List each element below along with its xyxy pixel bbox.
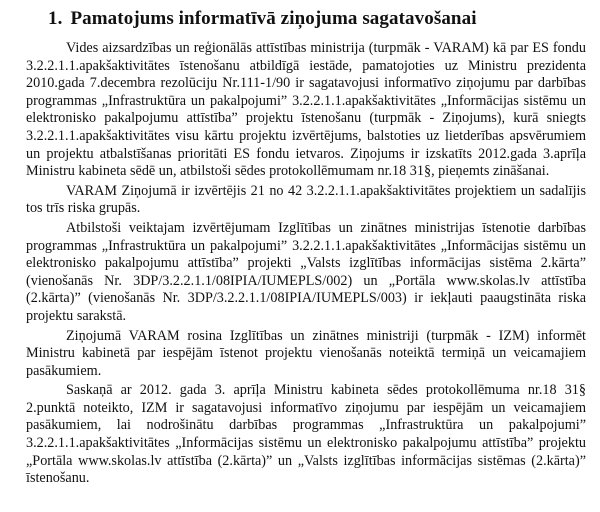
paragraph-4: Ziņojumā VARAM rosina Izglītības un zinātnes ministriji (turpmāk - IZM) informēt Ministru kabinetā par iespējām īstenot projektu vienošanās noteiktā termiņā un veicamajiem pasākumiem. bbox=[26, 327, 586, 379]
paragraph-3: Atbilstoši veiktajam izvērtējumam Izglītības un zinātnes ministrijas īstenotie darbības programmas „Infrastruktūra un pakalpojumi” 3.2.2.1.1.apakšaktivitātes „Informācijas sistēmu un elektronisko pakalpojumu attīstība” projekti „Valsts izglītības informācijas sistēma 2.kārta” (vienošanās Nr. 3DP/3.2.2.1.1/08IPIA/IUMEPLS/002) un „Portāla www.skolas.lv attīstība (2.kārta)” (vienošanās Nr. 3DP/3.2.2.1.1/08IPIA/IUMEPLS/003) ir iekļauti paaugstināta riska projektu sarakstā. bbox=[26, 219, 586, 324]
paragraph-5: Saskaņā ar 2012. gada 3. aprīļa Ministru kabineta sēdes protokollēmuma nr.18 31§ 2.punktā noteikto, IZM ir sagatavojusi informatīvo ziņojumu par iespējām un veicamajiem pasākumiem, lai nodrošinātu darbības programmas „Infrastruktūra un pakalpojumi” 3.2.2.1.1.apakšaktivitātes „Informācijas sistēmu un elektronisko pakalpojumu attīstība” projektu „Portāla www.skolas.lv attīstība (2.kārta)” un „Valsts izglītības informācijas sistēmas (2.kārta)” īstenošanu. bbox=[26, 382, 586, 487]
document-page bbox=[26, 6, 586, 490]
section-heading bbox=[48, 6, 586, 32]
section-number: 1. bbox=[48, 8, 63, 29]
section-title: Pamatojums informatīvā ziņojuma sagatavošanai bbox=[70, 8, 477, 29]
paragraph-2: VARAM Ziņojumā ir izvērtējis 21 no 42 3.2.2.1.1.apakšaktivitātes projektiem un sadalījis tos trīs riska grupās. bbox=[26, 182, 586, 217]
paragraph-1: Vides aizsardzības un reģionālās attīstības ministrija (turpmāk - VARAM) kā par ES fondu 3.2.2.1.1.apakšaktivitātes īstenošanu atbildīgā iestāde, pamatojoties uz Ministru prezidenta 2010.gada 7.decembra rezolūciju Nr.111-1/90 ir sagatavojusi informatīvo ziņojumu par darbības programmas „Infrastruktūra un pakalpojumi” 3.2.2.1.1.apakšaktivitātes „Informācijas sistēmu un elektronisko pakalpojumu attīstība” projektu īstenošanu (turpmāk - Ziņojums), kurā sniegts 3.2.2.1.1.apakšaktivitātes visu kārtu projektu izvērtējums, balstoties uz lietderības apsvērumiem un projektu atbalstīšanas prioritāti ES fondu ietvaros. Ziņojums ir izskatīts 2012.gada 3.aprīļa Ministru kabineta sēdē un, atbilstoši sēdes protokollēmumam nr.18 31§, pieņemts zināšanai. bbox=[26, 40, 586, 180]
